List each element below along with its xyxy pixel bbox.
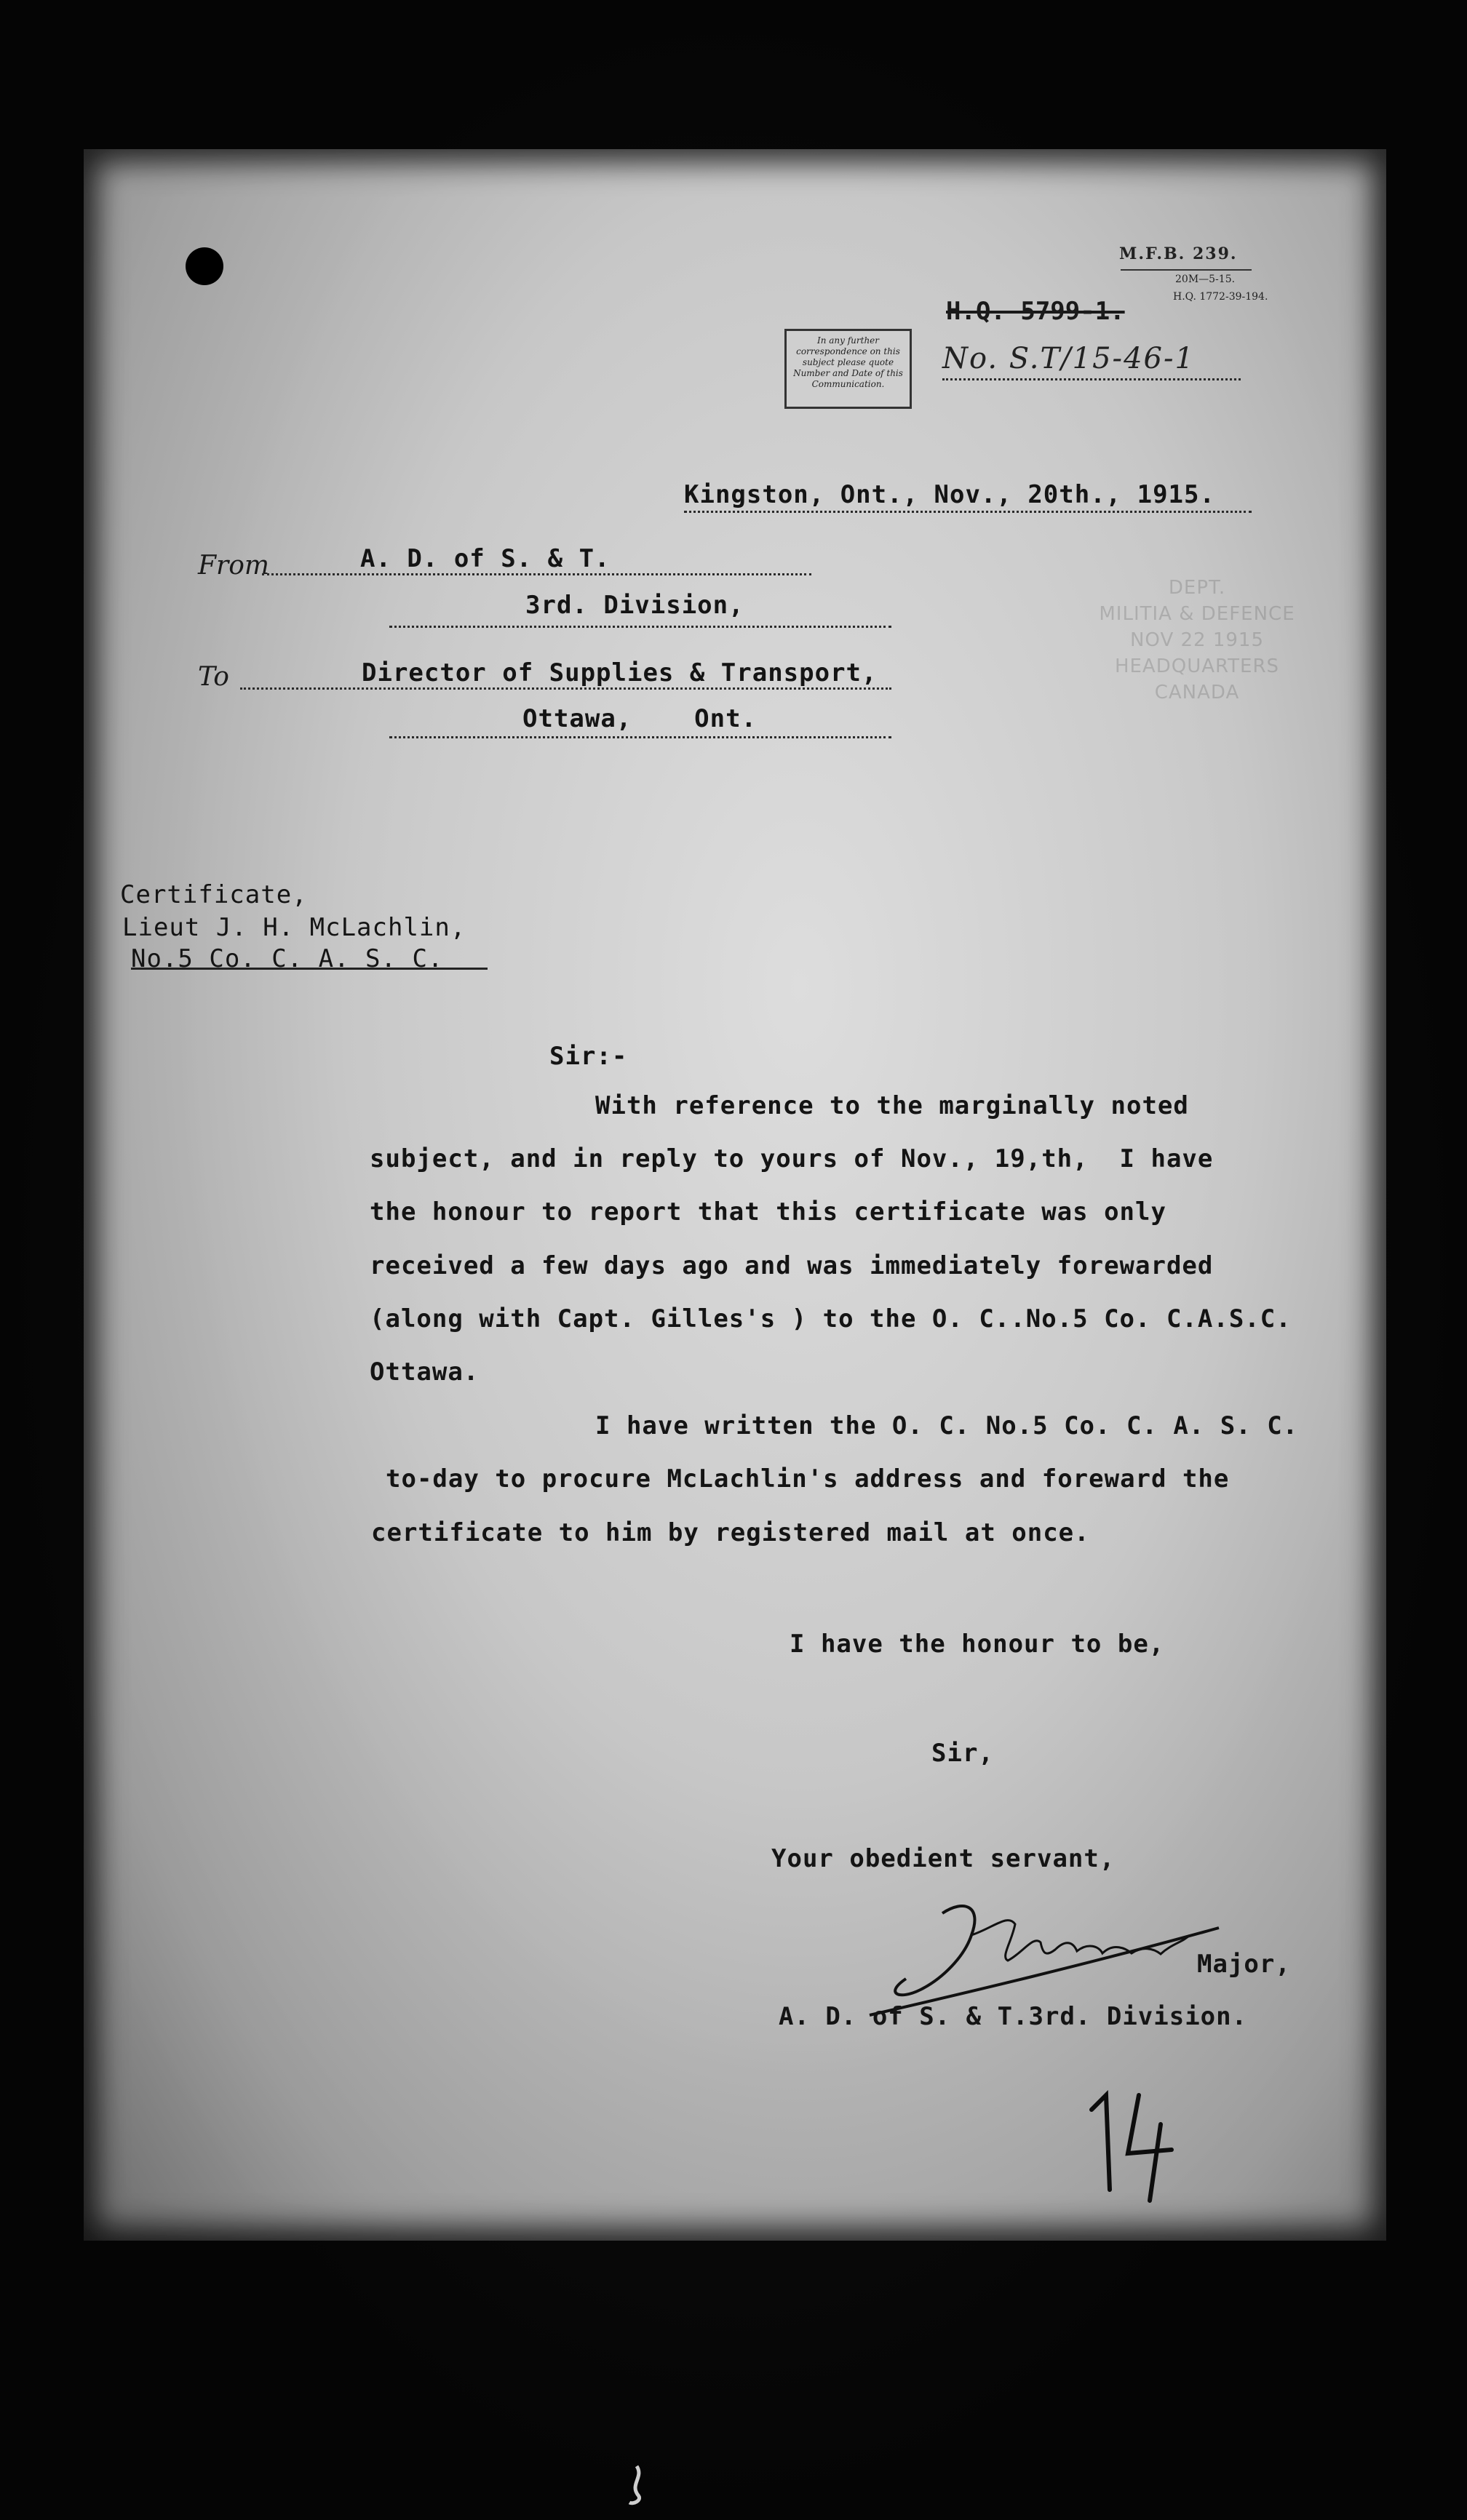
- sender-name: A. D. of S. & T.: [360, 544, 611, 573]
- body-line: (along with Capt. Gilles's ) to the O. C..No.5 Co. C.A.S.C.: [370, 1304, 1292, 1333]
- to-rule-2: [389, 736, 891, 738]
- dateline: Kingston, Ont., Nov., 20th., 1915.: [684, 480, 1215, 509]
- body-line: Ottawa.: [370, 1357, 480, 1387]
- reference-instruction-box: In any further correspondence on this subject please quote Number and Date of this Communication.: [784, 329, 912, 409]
- stamp-line: NOV 22 1915: [1129, 629, 1265, 651]
- film-scratch-mark: [622, 2463, 651, 2506]
- dateline-rule: [684, 511, 1252, 513]
- from-rule: [262, 573, 811, 575]
- margin-note-underline: [131, 968, 488, 970]
- to-label: To: [198, 662, 229, 692]
- sender-division: 3rd. Division,: [525, 591, 744, 620]
- margin-note-line: Lieut J. H. McLachlin,: [122, 913, 466, 942]
- folio-number: [1077, 2081, 1186, 2204]
- body-line: subject, and in reply to yours of Nov., 19,th, I have: [370, 1144, 1214, 1173]
- stamp-line: MILITIA & DEFENCE: [1099, 603, 1295, 625]
- struck-file-number: H.Q. 5799-1.: [946, 297, 1125, 326]
- recipient-name: Director of Supplies & Transport,: [362, 658, 878, 687]
- closing-sir: Sir,: [931, 1739, 994, 1768]
- form-code-rule: [1121, 269, 1252, 271]
- body-line: With reference to the marginally noted: [595, 1091, 1189, 1120]
- received-stamp: [1088, 575, 1306, 742]
- body-line: I have written the O. C. No.5 Co. C. A. S. C.: [595, 1411, 1299, 1440]
- body-line: to-day to procure McLachlin's address and foreward the: [386, 1464, 1230, 1494]
- closing-line: I have the honour to be,: [790, 1630, 1165, 1659]
- from-label: From: [198, 551, 269, 581]
- body-line: the honour to report that this certificate was only: [370, 1197, 1166, 1227]
- form-hq-number: H.Q. 1772-39-194.: [1173, 291, 1268, 303]
- from-rule-2: [389, 626, 891, 628]
- stamp-line: CANADA: [1154, 682, 1240, 703]
- to-rule: [240, 687, 891, 690]
- punch-hole: [186, 247, 223, 285]
- salutation: Sir:-: [549, 1042, 628, 1071]
- handwritten-file-number: No. S.T/15-46-1: [942, 342, 1195, 375]
- stamp-line: HEADQUARTERS: [1114, 655, 1280, 677]
- body-line: received a few days ago and was immediately forewarded: [370, 1251, 1214, 1280]
- margin-note-line: No.5 Co. C. A. S. C.: [131, 944, 444, 973]
- body-line: certificate to him by registered mail at once.: [371, 1518, 1090, 1547]
- recipient-city: Ottawa, Ont.: [522, 704, 758, 733]
- signatory-title: A. D. of S. & T.3rd. Division.: [779, 2002, 1248, 2031]
- file-number-rule: [942, 378, 1241, 380]
- margin-note-line: Certificate,: [120, 880, 308, 909]
- form-print-note: 20M—5-15.: [1175, 274, 1236, 285]
- stamp-line: DEPT.: [1168, 577, 1226, 599]
- closing-servant: Your obedient servant,: [771, 1844, 1116, 1873]
- form-code: M.F.B. 239.: [1119, 244, 1238, 263]
- signatory-rank: Major,: [1197, 1950, 1291, 1979]
